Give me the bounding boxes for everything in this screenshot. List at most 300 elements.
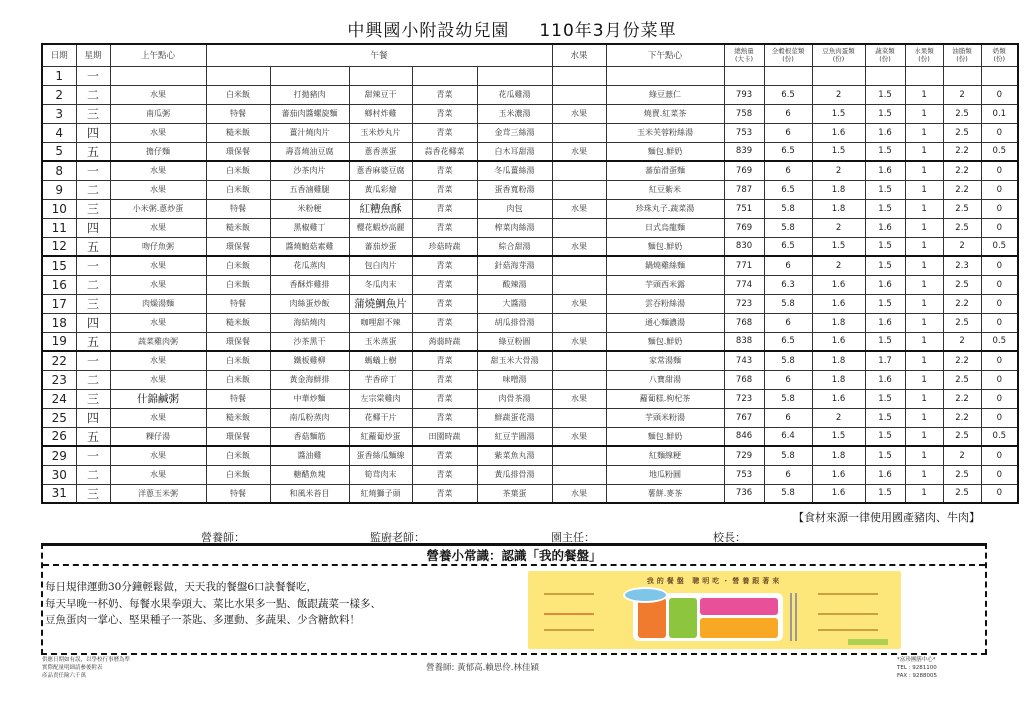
grains-cell: 5.8	[764, 389, 812, 408]
table-row	[42, 408, 1018, 427]
afternoon-snack-cell: 麵包.鮮奶	[606, 142, 724, 161]
morning-snack-cell: 水果	[110, 218, 206, 237]
staple-cell: 特餐	[206, 389, 270, 408]
vegetables-cell: 1.6	[865, 275, 905, 294]
header-date: 日期	[42, 44, 76, 66]
side-dish-cell: 櫻花蝦炒高麗	[349, 218, 412, 237]
vegetable-cell: 珍菇時蔬	[412, 237, 477, 256]
table-row	[42, 332, 1018, 351]
soup-cell: 茶葉蛋	[477, 484, 552, 503]
table-row	[42, 294, 1018, 313]
grains-cell: 5.8	[764, 218, 812, 237]
main-dish-cell: 沙茶肉片	[270, 161, 349, 180]
soup-cell: 綠豆粉圓	[477, 332, 552, 351]
footer-contact: *富珍團膳中心* TEL : 9281100 FAX : 9288005	[897, 657, 938, 679]
weekday-cell: 三	[76, 389, 110, 408]
date-cell: 18	[42, 313, 76, 332]
fats-cell: 2	[943, 332, 981, 351]
staple-cell: 白米飯	[206, 85, 270, 104]
soup-cell: 金茸三絲湯	[477, 123, 552, 142]
vegetable-cell: 青菜	[412, 161, 477, 180]
soup-cell: 大醬湯	[477, 294, 552, 313]
sign-kitchen-supervisor: 監廚老師：	[370, 531, 425, 544]
fats-cell: 2.5	[943, 370, 981, 389]
table-row	[42, 313, 1018, 332]
morning-snack-cell: 小米粥.蔥炒蛋	[110, 199, 206, 218]
fruits-cell: 1	[905, 256, 943, 275]
staple-cell: 特餐	[206, 199, 270, 218]
header-grains: 全穀根莖類 (份)	[764, 44, 812, 66]
fruits-cell: 1	[905, 180, 943, 199]
fruit-section	[638, 598, 666, 638]
dairy-cell: 0	[981, 313, 1018, 332]
side-dish-cell: 黃瓜彩燴	[349, 180, 412, 199]
vegetables-cell: 1.6	[865, 218, 905, 237]
side-dish-cell: 蒲燒鯛魚片	[349, 294, 412, 313]
sign-director: 園主任：	[551, 531, 595, 544]
dairy-cell: 0	[981, 370, 1018, 389]
dairy-cell: 0	[981, 199, 1018, 218]
table-row	[42, 427, 1018, 446]
fruit-cell	[552, 123, 606, 142]
table-row	[42, 465, 1018, 484]
vegetable-cell: 青菜	[412, 408, 477, 427]
dairy-cell: 0.5	[981, 427, 1018, 446]
morning-snack-cell: 水果	[110, 370, 206, 389]
staple-cell: 特餐	[206, 104, 270, 123]
footer-notes: 供應日期如有誤，以學校行事曆為準 實際配量明細請參後附表 產品責任險六千萬	[42, 657, 131, 679]
morning-snack-cell: 水果	[110, 313, 206, 332]
protein-cell: 1.8	[812, 351, 865, 370]
tips-line: 每天早晚一杯奶、每餐水果拳頭大、菜比水果多一點、飯跟蔬菜一樣多、	[45, 597, 381, 610]
fruits-cell: 1	[905, 218, 943, 237]
fats-cell: 2.5	[943, 313, 981, 332]
morning-snack-cell	[110, 66, 206, 85]
afternoon-snack-cell: 芋頭西米露	[606, 275, 724, 294]
afternoon-snack-cell: 雲吞粉絲湯	[606, 294, 724, 313]
dairy-cell: 0	[981, 465, 1018, 484]
soup-cell: 紫菜魚丸湯	[477, 446, 552, 465]
dairy-cell: 0	[981, 275, 1018, 294]
tips-line: 豆魚蛋肉一掌心、堅果種子一茶匙、多運動、多蔬果、少含糖飲料！	[45, 614, 360, 626]
morning-snack-cell: 水果	[110, 161, 206, 180]
school-name: 中興國小附設幼兒園	[347, 21, 510, 41]
protein-cell: 1.8	[812, 446, 865, 465]
weekday-cell: 五	[76, 427, 110, 446]
vegetables-cell: 1.5	[865, 142, 905, 161]
dairy-cell	[981, 66, 1018, 85]
dairy-cell: 0	[981, 389, 1018, 408]
protein-cell: 2	[812, 218, 865, 237]
calories-cell	[724, 66, 764, 85]
soup-cell: 鮮蔬蛋花湯	[477, 408, 552, 427]
fats-cell: 2.5	[943, 465, 981, 484]
grains-cell	[764, 66, 812, 85]
fruits-cell: 1	[905, 104, 943, 123]
staple-cell: 環保餐	[206, 142, 270, 161]
weekday-cell: 二	[76, 180, 110, 199]
staple-cell: 白米飯	[206, 465, 270, 484]
morning-snack-cell: 水果	[110, 408, 206, 427]
side-dish-cell: 花椰干片	[349, 408, 412, 427]
morning-snack-cell: 水果	[110, 123, 206, 142]
table-row	[42, 275, 1018, 294]
morning-snack-cell: 蔬菜雞肉粥	[110, 332, 206, 351]
calories-cell: 751	[724, 199, 764, 218]
milk-icon	[623, 587, 668, 603]
date-cell: 2	[42, 85, 76, 104]
menu-body	[42, 66, 1018, 503]
main-dish-cell: 肉絲蛋炒飯	[270, 294, 349, 313]
fruits-cell: 1	[905, 427, 943, 446]
staple-cell: 環保餐	[206, 237, 270, 256]
fruits-cell: 1	[905, 465, 943, 484]
soup-cell: 榨菜肉絲湯	[477, 218, 552, 237]
soup-cell: 白木耳甜湯	[477, 142, 552, 161]
sign-nutritionist: 營養師：	[201, 531, 245, 544]
grains-cell: 6.3	[764, 275, 812, 294]
side-dish-cell: 紅糟魚酥	[349, 199, 412, 218]
date-cell: 26	[42, 427, 76, 446]
fruit-cell	[552, 446, 606, 465]
calories-cell: 774	[724, 275, 764, 294]
grains-cell: 6	[764, 370, 812, 389]
protein-cell: 1.8	[812, 370, 865, 389]
vegetables-cell: 1.5	[865, 332, 905, 351]
fruit-cell	[552, 351, 606, 370]
protein-cell: 1.6	[812, 465, 865, 484]
date-cell: 16	[42, 275, 76, 294]
vegetable-cell: 青菜	[412, 218, 477, 237]
morning-snack-cell: 水果	[110, 180, 206, 199]
afternoon-snack-cell: 紅麵線粳	[606, 446, 724, 465]
calories-cell: 787	[724, 180, 764, 199]
side-dish-cell: 紅蘿蔔炒蛋	[349, 427, 412, 446]
side-dish-cell: 左宗棠雞肉	[349, 389, 412, 408]
protein-cell: 1.8	[812, 313, 865, 332]
menu-month: 110年3月份菜單	[539, 21, 677, 41]
soup-cell: 味噌湯	[477, 370, 552, 389]
staple-cell: 白米飯	[206, 161, 270, 180]
dairy-cell: 0	[981, 180, 1018, 199]
staple-cell: 白米飯	[206, 180, 270, 199]
protein-cell: 1.5	[812, 142, 865, 161]
dairy-cell: 0	[981, 85, 1018, 104]
dairy-cell: 0.5	[981, 142, 1018, 161]
header-fats: 油脂類 (份)	[943, 44, 981, 66]
weekday-cell: 一	[76, 446, 110, 465]
weekday-cell: 三	[76, 484, 110, 503]
afternoon-snack-cell: 玉米芙蓉粉絲湯	[606, 123, 724, 142]
morning-snack-cell: 水果	[110, 351, 206, 370]
calories-cell: 736	[724, 484, 764, 503]
calories-cell: 768	[724, 313, 764, 332]
protein-cell	[812, 66, 865, 85]
vegetables-cell: 1.6	[865, 370, 905, 389]
protein-cell: 1.6	[812, 275, 865, 294]
fruits-cell: 1	[905, 370, 943, 389]
grains-cell: 6.5	[764, 85, 812, 104]
vegetables-cell: 1.6	[865, 465, 905, 484]
side-dish-cell: 冬瓜肉末	[349, 275, 412, 294]
fats-cell: 2.2	[943, 408, 981, 427]
grains-cell: 6	[764, 465, 812, 484]
weekday-cell: 二	[76, 85, 110, 104]
afternoon-snack-cell: 紅豆紫米	[606, 180, 724, 199]
vegetables-cell: 1.5	[865, 256, 905, 275]
afternoon-snack-cell: 芋頭米粉湯	[606, 408, 724, 427]
afternoon-snack-cell: 燒賣.紅菜茶	[606, 104, 724, 123]
header-afternoon-snack: 下午點心	[606, 44, 724, 66]
staple-cell: 糙米飯	[206, 313, 270, 332]
calories-cell: 768	[724, 370, 764, 389]
soup-cell: 酸辣湯	[477, 275, 552, 294]
soup-cell: 蛋香寬粉湯	[477, 180, 552, 199]
date-cell: 25	[42, 408, 76, 427]
vegetables-cell: 1.5	[865, 104, 905, 123]
date-cell: 9	[42, 180, 76, 199]
vegetable-cell: 青菜	[412, 104, 477, 123]
afternoon-snack-cell: 薯餅.麥茶	[606, 484, 724, 503]
protein-cell: 2	[812, 85, 865, 104]
date-cell: 8	[42, 161, 76, 180]
staple-cell: 糙米飯	[206, 408, 270, 427]
table-row	[42, 180, 1018, 199]
calories-cell: 753	[724, 465, 764, 484]
date-cell: 12	[42, 237, 76, 256]
dairy-cell: 0	[981, 446, 1018, 465]
protein-cell: 1.8	[812, 199, 865, 218]
fruits-cell: 1	[905, 313, 943, 332]
calories-cell: 729	[724, 446, 764, 465]
main-dish-cell: 和風米苔目	[270, 484, 349, 503]
fruits-cell: 1	[905, 294, 943, 313]
side-dish-cell: 紅燒獅子頭	[349, 484, 412, 503]
weekday-cell: 五	[76, 332, 110, 351]
soup-cell: 玉米濃湯	[477, 104, 552, 123]
weekday-cell: 三	[76, 294, 110, 313]
fats-cell: 2.2	[943, 142, 981, 161]
header-protein: 豆魚肉蛋類 (份)	[812, 44, 865, 66]
side-dish-cell: 螞蟻上樹	[349, 351, 412, 370]
header-calories: 總熱量 (大卡)	[724, 44, 764, 66]
protein-cell: 1.6	[812, 332, 865, 351]
soup-cell: 綜合甜湯	[477, 237, 552, 256]
fats-cell: 2	[943, 85, 981, 104]
fruit-cell	[552, 275, 606, 294]
side-dish-cell: 甜辣豆干	[349, 85, 412, 104]
table-row	[42, 218, 1018, 237]
grains-cell: 5.8	[764, 484, 812, 503]
calories-cell: 830	[724, 237, 764, 256]
side-dish-cell: 筍茸肉末	[349, 465, 412, 484]
calories-cell: 753	[724, 123, 764, 142]
fats-cell: 2.2	[943, 294, 981, 313]
fruit-cell	[552, 408, 606, 427]
tips-header: 營養小常識：認識「我的餐盤」	[43, 546, 985, 566]
table-row	[42, 199, 1018, 218]
main-dish-cell: 蕃茄肉醬螺旋麵	[270, 104, 349, 123]
table-row	[42, 66, 1018, 85]
morning-snack-cell: 水果	[110, 85, 206, 104]
fats-cell: 2.2	[943, 351, 981, 370]
weekday-cell: 一	[76, 66, 110, 85]
fruit-cell: 水果	[552, 484, 606, 503]
fruit-cell: 水果	[552, 142, 606, 161]
protein-cell: 1.6	[812, 123, 865, 142]
vegetables-cell: 1.6	[865, 313, 905, 332]
afternoon-snack-cell: 珍珠丸子.蔬菜湯	[606, 199, 724, 218]
side-dish-cell: 蕃茄炒蛋	[349, 237, 412, 256]
vegetable-cell: 青菜	[412, 313, 477, 332]
header-weekday: 星期	[76, 44, 110, 66]
main-dish-cell: 南瓜粉蒸肉	[270, 408, 349, 427]
table-row	[42, 389, 1018, 408]
main-dish-cell: 糖醋魚塊	[270, 465, 349, 484]
grains-cell: 6.5	[764, 180, 812, 199]
afternoon-snack-cell: 地瓜粉圓	[606, 465, 724, 484]
vegetables-cell: 1.6	[865, 161, 905, 180]
date-cell: 3	[42, 104, 76, 123]
protein-cell: 1.5	[812, 237, 865, 256]
vegetable-cell: 青菜	[412, 446, 477, 465]
fruits-cell: 1	[905, 446, 943, 465]
calories-cell: 743	[724, 351, 764, 370]
soup-cell: 黃瓜排骨湯	[477, 465, 552, 484]
vegetables-cell: 1.5	[865, 85, 905, 104]
table-row	[42, 370, 1018, 389]
side-dish-cell: 玉米炒丸片	[349, 123, 412, 142]
main-dish-cell: 壽喜燒油豆腐	[270, 142, 349, 161]
vegetables-cell: 1.5	[865, 427, 905, 446]
dairy-cell: 0	[981, 351, 1018, 370]
morning-snack-cell: 洋蔥玉米粥	[110, 484, 206, 503]
dairy-cell: 0.5	[981, 237, 1018, 256]
page-title	[0, 16, 1024, 41]
grains-cell: 5.8	[764, 351, 812, 370]
vegetable-cell: 青菜	[412, 294, 477, 313]
header-morning-snack: 上午點心	[110, 44, 206, 66]
fruit-cell	[552, 370, 606, 389]
morning-snack-cell: 南瓜粥	[110, 104, 206, 123]
table-row	[42, 446, 1018, 465]
side-dish-cell: 蔥香麻婆豆腐	[349, 161, 412, 180]
calories-cell: 839	[724, 142, 764, 161]
grain-section	[700, 618, 778, 638]
fruits-cell: 1	[905, 332, 943, 351]
grains-cell: 6	[764, 313, 812, 332]
fruit-cell	[552, 85, 606, 104]
main-dish-cell: 醬油雞	[270, 446, 349, 465]
dairy-cell: 0.1	[981, 104, 1018, 123]
date-cell: 10	[42, 199, 76, 218]
staple-cell: 白米飯	[206, 256, 270, 275]
calories-cell: 723	[724, 389, 764, 408]
vegetable-cell: 青菜	[412, 180, 477, 199]
vegetable-cell: 青菜	[412, 123, 477, 142]
afternoon-snack-cell: 日式烏龍麵	[606, 218, 724, 237]
logo-icon	[848, 639, 888, 645]
header-vegetables: 蔬菜類 (份)	[865, 44, 905, 66]
main-dish-cell: 米粉粳	[270, 199, 349, 218]
soup-cell	[477, 66, 552, 85]
fruits-cell: 1	[905, 237, 943, 256]
grains-cell: 6	[764, 104, 812, 123]
grains-cell: 6.4	[764, 427, 812, 446]
fruits-cell: 1	[905, 85, 943, 104]
fats-cell: 2.5	[943, 275, 981, 294]
main-dish-cell: 沙茶黑干	[270, 332, 349, 351]
table-row	[42, 351, 1018, 370]
fruits-cell	[905, 66, 943, 85]
afternoon-snack-cell: 麵包.鮮奶	[606, 427, 724, 446]
vegetable-cell: 青菜	[412, 465, 477, 484]
side-dish-cell: 咖哩甜不辣	[349, 313, 412, 332]
protein-cell: 2	[812, 256, 865, 275]
table-row	[42, 123, 1018, 142]
header-lunch: 午餐	[206, 44, 552, 66]
protein-cell: 2	[812, 161, 865, 180]
fruit-cell	[552, 465, 606, 484]
fats-cell: 2	[943, 446, 981, 465]
table-row	[42, 161, 1018, 180]
table-row	[42, 142, 1018, 161]
fruits-cell: 1	[905, 484, 943, 503]
fats-cell: 2.5	[943, 484, 981, 503]
main-dish-cell: 五香滷雞腿	[270, 180, 349, 199]
staple-cell: 白米飯	[206, 275, 270, 294]
vegetables-cell: 1.7	[865, 351, 905, 370]
main-dish-cell: 醬燒鮑菇素雞	[270, 237, 349, 256]
fruit-cell: 水果	[552, 427, 606, 446]
main-dish-cell: 香菇麵筋	[270, 427, 349, 446]
vegetable-cell: 田園時蔬	[412, 427, 477, 446]
weekday-cell: 四	[76, 408, 110, 427]
banner-title: 我的餐盤 聰明吃・營養跟著來	[646, 577, 783, 585]
weekday-cell: 三	[76, 199, 110, 218]
grains-cell: 6	[764, 161, 812, 180]
fats-cell: 2	[943, 237, 981, 256]
footer-nutritionists: 營養師: 黃郁高.賴思伶.林佳穎	[426, 663, 539, 673]
afternoon-snack-cell: 蕃茄滑蛋麵	[606, 161, 724, 180]
staple-cell: 白米飯	[206, 370, 270, 389]
fruits-cell: 1	[905, 389, 943, 408]
grains-cell: 5.8	[764, 199, 812, 218]
tips-line: 每日規律運動30分鐘輕鬆做，天天我的餐盤6口訣餐餐吃，	[45, 581, 318, 593]
calories-cell: 771	[724, 256, 764, 275]
vegetable-section	[669, 598, 697, 638]
soup-cell: 肉包	[477, 199, 552, 218]
date-cell: 24	[42, 389, 76, 408]
staple-cell: 糙米飯	[206, 123, 270, 142]
header-dairy: 奶類 (份)	[981, 44, 1018, 66]
main-dish-cell: 薑汁燒肉片	[270, 123, 349, 142]
fruit-cell: 水果	[552, 332, 606, 351]
main-dish-cell: 黃金海鮮排	[270, 370, 349, 389]
weekday-cell: 一	[76, 161, 110, 180]
morning-snack-cell: 水果	[110, 465, 206, 484]
vegetable-cell: 青菜	[412, 389, 477, 408]
fruit-cell: 水果	[552, 199, 606, 218]
side-dish-cell: 玉米蒸蛋	[349, 332, 412, 351]
side-dish-cell	[349, 66, 412, 85]
vegetables-cell: 1.5	[865, 446, 905, 465]
soup-cell: 冬瓜薑絲湯	[477, 161, 552, 180]
afternoon-snack-cell: 通心麵濃湯	[606, 313, 724, 332]
table-row	[42, 484, 1018, 503]
grains-cell: 5.8	[764, 446, 812, 465]
fruit-cell	[552, 218, 606, 237]
